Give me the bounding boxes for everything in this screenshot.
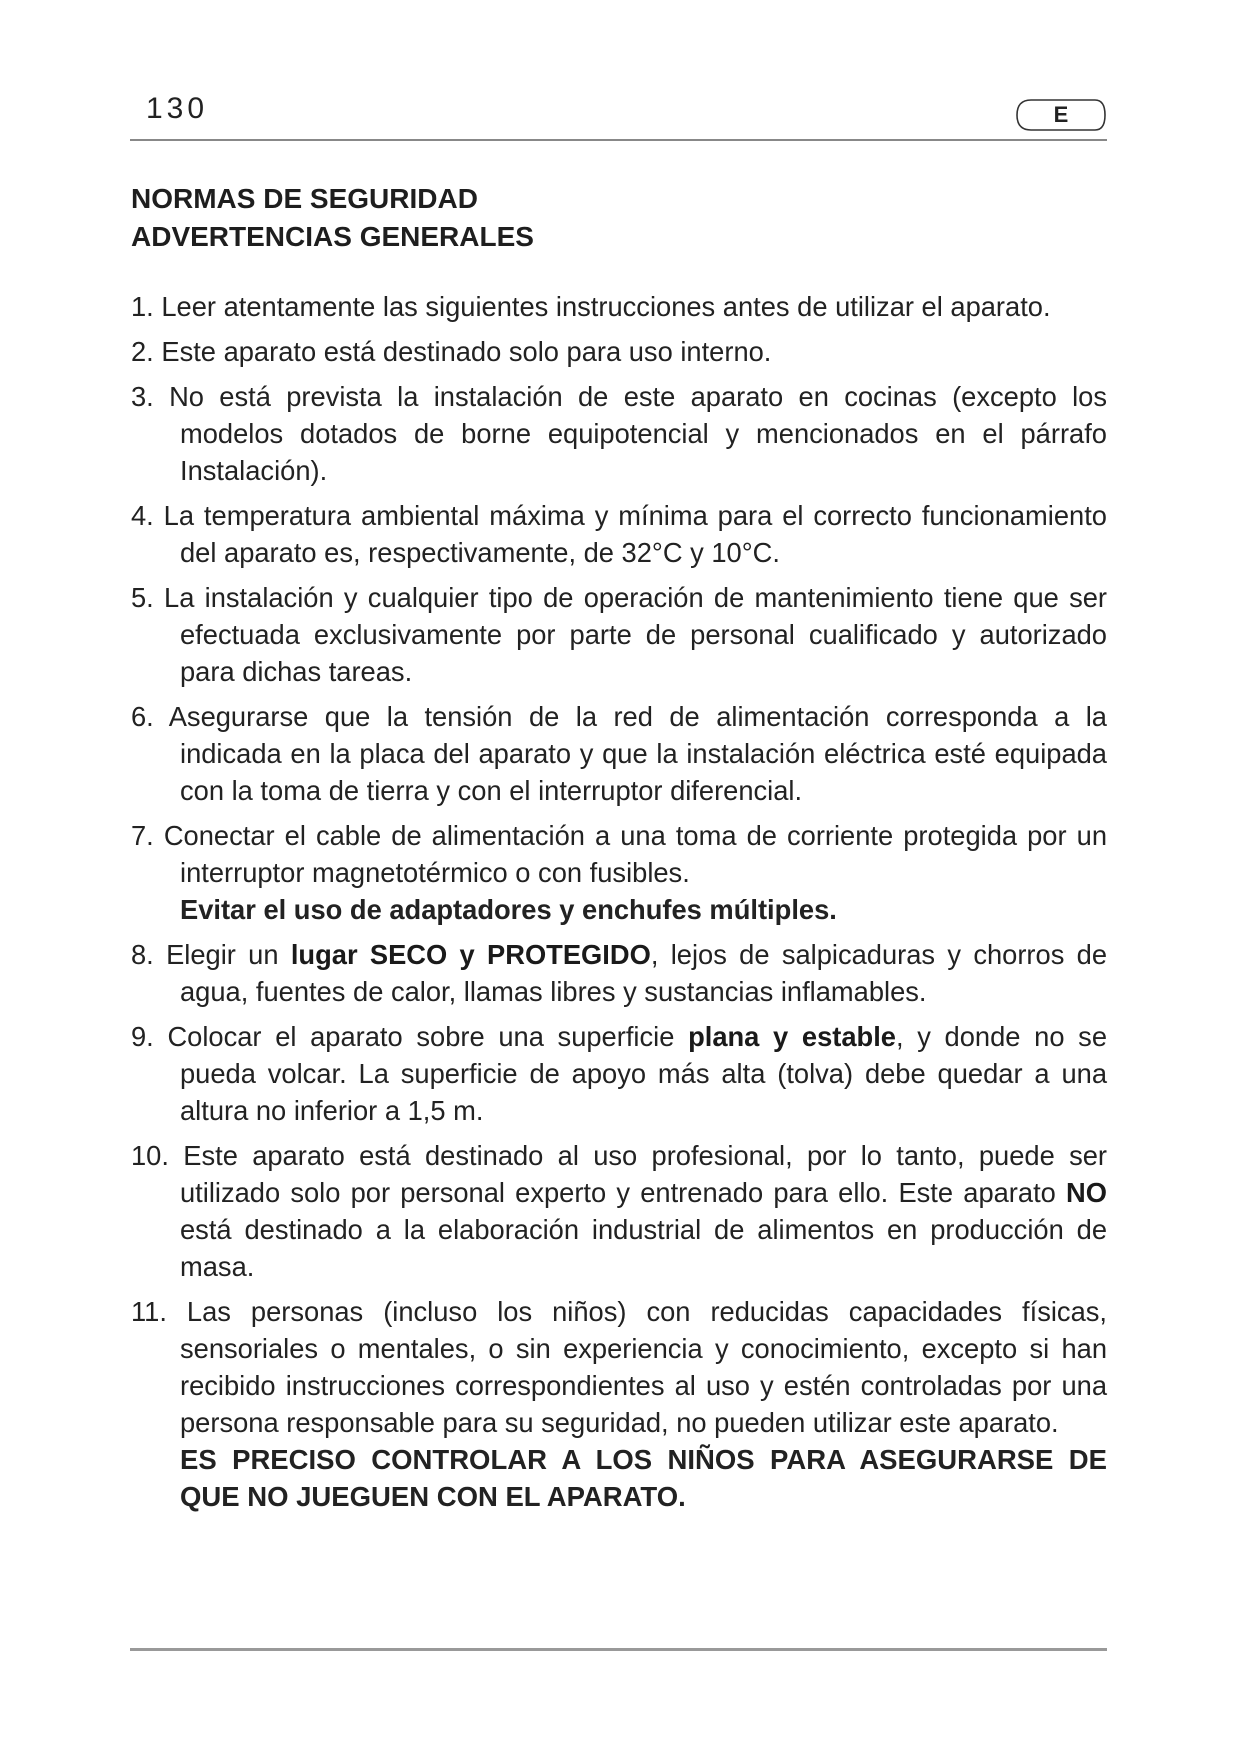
list-item: 10. Este aparato está destinado al uso profesional, por lo tanto, puede ser utilizado solo por personal experto y entrenado para ello. Este aparato NO está destinado a la elaboración industrial de alimentos en producción de masa. <box>131 1140 1107 1282</box>
list-item: 2. Este aparato está destinado solo para uso interno. <box>131 336 772 367</box>
header-rule <box>130 139 1107 141</box>
child-safety-warning: ES PRECISO CONTROLAR A LOS NIÑOS PARA ASEGURARSE DE QUE NO JUEGUEN CON EL APARATO. <box>180 1444 1107 1512</box>
language-badge <box>1015 98 1107 132</box>
list-item: 7. Conectar el cable de alimentación a una toma de corriente protegida por un interruptor magnetotérmico o con fusibles. Evitar el uso de adaptadores y enchufes múltiples. <box>131 817 1107 928</box>
section-title: NORMAS DE SEGURIDAD <box>131 183 478 214</box>
list-item: 8. Elegir un lugar SECO y PROTEGIDO, lejos de salpicaduras y chorros de agua, fuentes de calor, llamas libres y sustancias inflamables. <box>131 939 1108 1007</box>
safety-list <box>131 288 1107 1515</box>
list-item: 3. No está prevista la instalación de este aparato en cocinas (excepto los modelos dotados de borne equipotencial y mencionados en el párrafo Instalación). <box>131 381 1107 486</box>
list-item: 9. Colocar el aparato sobre una superficie plana y estable, y donde no se pueda volcar. La superficie de apoyo más alta (tolva) debe quedar a una altura no inferior a 1,5 m. <box>131 1021 1108 1126</box>
item-emphasis: Evitar el uso de adaptadores y enchufes múltiples. <box>180 894 837 925</box>
list-item: 6. Asegurarse que la tensión de la red de alimentación corresponda a la indicada en la placa del aparato y que la instalación eléctrica esté equipada con la toma de tierra y con el interruptor diferencial. <box>131 701 1107 806</box>
footer-rule <box>130 1648 1107 1651</box>
language-code: E <box>1053 102 1069 127</box>
list-item: 5. La instalación y cualquier tipo de operación de mantenimiento tiene que ser efectuada exclusivamente por parte de personal cualificado y autorizado para dichas tareas. <box>131 582 1107 687</box>
document-body <box>131 180 1107 1523</box>
list-item: 1. Leer atentamente las siguientes instrucciones antes de utilizar el aparato. <box>131 291 1051 322</box>
page-number: 130 <box>146 92 209 125</box>
list-item: 11. Las personas (incluso los niños) con reducidas capacidades físicas, sensoriales o mentales, o sin experiencia y conocimiento, excepto si han recibido instrucciones correspondientes al uso y estén controladas por una persona responsable para su seguridad, no pueden utilizar este aparato. ES PRECISO CONTROLAR A LOS NIÑOS PARA ASEGURARSE DE QUE NO JUEGUEN CON EL APARATO. <box>131 1293 1107 1515</box>
section-subtitle: ADVERTENCIAS GENERALES <box>131 221 534 252</box>
list-item: 4. La temperatura ambiental máxima y mínima para el correcto funcionamiento del aparato es, respectivamente, de 32°C y 10°C. <box>131 500 1107 568</box>
